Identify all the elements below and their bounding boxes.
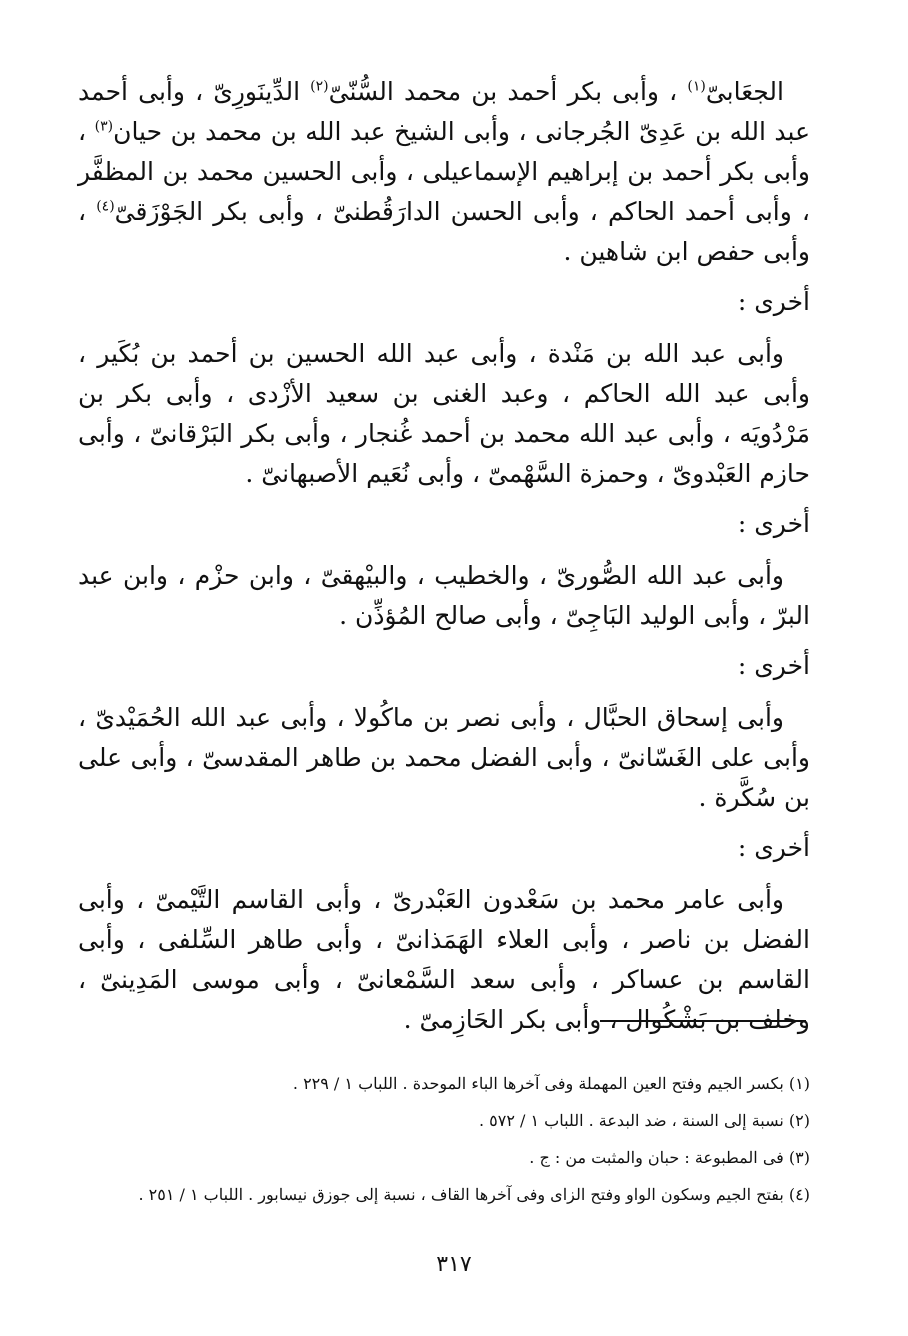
section-heading: أخرى :: [737, 651, 810, 680]
footnote-1: (١) بكسر الجيم وفتح العين المهملة وفى آخرها الباء الموحدة . اللباب ١ / ٢٢٩ .: [292, 1074, 810, 1093]
footnote-4: (٤) بفتح الجيم وسكون الواو وفتح الزاى وفى آخرها القاف ، نسبة إلى جوزق نيسابور . اللباب ١ / ٢٥١ .: [138, 1185, 810, 1204]
footnote-ref: (٣): [94, 118, 114, 135]
footnote-ref: (١): [687, 78, 706, 95]
paragraph-scholars-1: [78, 72, 810, 272]
text-segment: ، وأبى حفص ابن شاهين .: [78, 197, 810, 266]
section-heading: أخرى :: [737, 509, 810, 538]
text-segment: الجعَابىّ: [705, 77, 784, 106]
paragraph-scholars-2: وأبى عبد الله بن مَنْدة ، وأبى عبد الله الحسين بن أحمد بن بُكَير ، وأبى عبد الله الحاكم ، وعبد الغنى بن سعيد الأزْدى ، وأبى بكر بن مَرْدُويَه ، وأبى عبد الله محمد بن أحمد غُنجار ، وأبى بكر البَرْقانىّ ، وأبى حازم العَبْدوىّ ، وحمزة السَّهْمىّ ، وأبى نُعَيم الأصبهانىّ .: [78, 339, 810, 488]
footnote-divider: [600, 1020, 806, 1022]
footnote-3: (٣) فى المطبوعة : حبان والمثبت من : ج .: [529, 1148, 810, 1167]
section-heading: أخرى :: [737, 287, 810, 316]
main-text: [78, 72, 810, 1050]
text-segment: ، وأبى بكر أحمد بن محمد السُّنّىّ: [328, 77, 688, 106]
footnote-ref: (٤): [96, 198, 115, 215]
paragraph-scholars-4: وأبى إسحاق الحبَّال ، وأبى نصر بن ماكُولا ، وأبى عبد الله الحُمَيْدىّ ، وأبى على الغَسّانىّ ، وأبى الفضل محمد بن طاهر المقدسىّ ، وأبى على بن سُكَّرة .: [78, 703, 810, 812]
footnote-ref: (٢): [310, 78, 329, 95]
paragraph-scholars-5: وأبى عامر محمد بن سَعْدون العَبْدرىّ ، وأبى القاسم التَّيْمىّ ، وأبى الفضل بن ناصر ، وأبى العلاء الهَمَذانىّ ، وأبى طاهر السِّلفى ، وأبى القاسم بن عساكر ، وأبى سعد السَّمْعانىّ ، وأبى موسى المَدِينىّ ، وخلف بن بَشْكُوال ، وأبى بكر الحَازِمىّ .: [78, 885, 810, 1034]
text-segment: ، وأبى بكر أحمد بن إبراهيم الإسماعيلى ، وأبى الحسين محمد بن المظفَّر ، وأبى أحمد الحاكم ، وأبى الحسن الدارَقُطنىّ ، وأبى بكر الجَوْزَقىّ: [78, 117, 810, 226]
text-segment: الدِّينَورِىّ ، وأبى أحمد عبد الله بن عَدِىّ الجُرجانى ، وأبى الشيخ عبد الله بن محمد بن حيان: [78, 77, 811, 146]
section-heading: أخرى :: [737, 833, 810, 862]
paragraph-scholars-3: وأبى عبد الله الصُّورىّ ، والخطيب ، والبيْهقىّ ، وابن حزْم ، وابن عبد البرّ ، وأبى الوليد البَاجِىّ ، وأبى صالح المُؤذِّن .: [78, 561, 810, 630]
page-number: ٣١٧: [436, 1252, 472, 1277]
footnote-2: (٢) نسبة إلى السنة ، ضد البدعة . اللباب ١ / ٥٧٢ .: [478, 1111, 810, 1130]
footnotes: [78, 1065, 810, 1213]
